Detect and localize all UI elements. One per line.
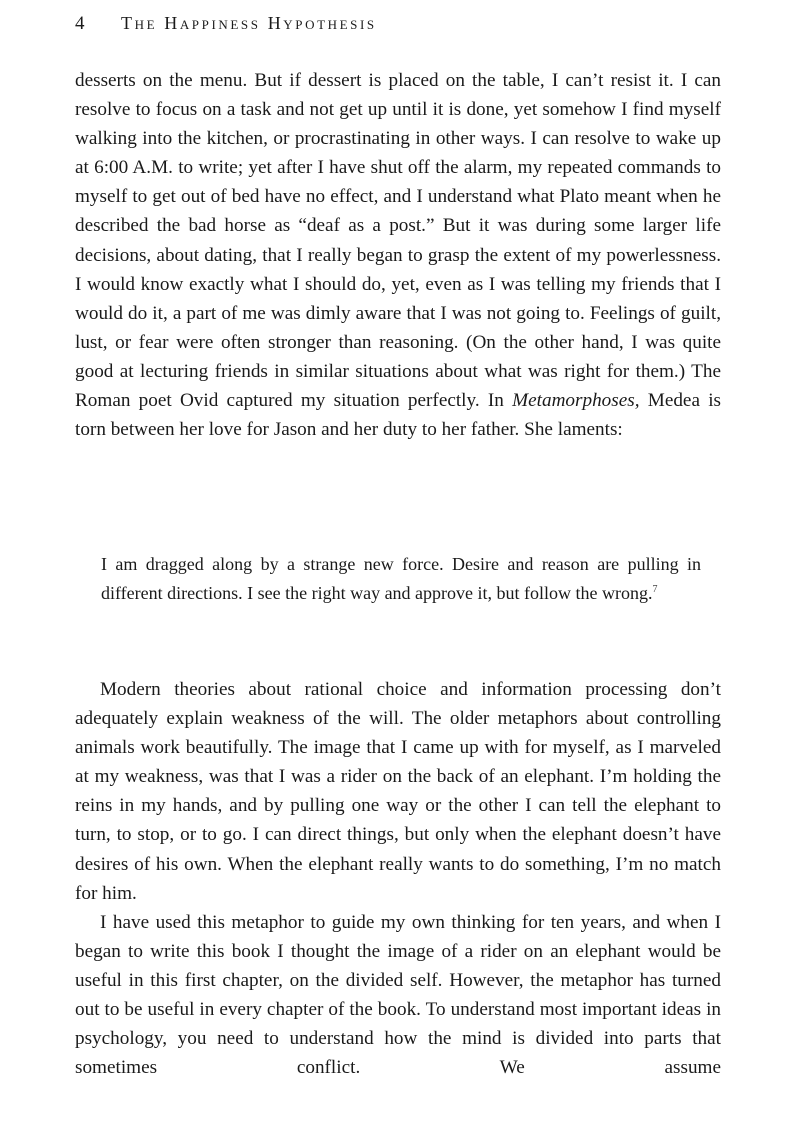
block-quote-paragraph xyxy=(101,550,701,608)
block-quote-text: I am dragged along by a strange new force. Desire and reason are pulling in different directions. I see the right way and approve it, but follow the wrong. xyxy=(101,554,701,603)
work-title-italic: Metamorphoses, xyxy=(512,390,640,412)
book-title: The Happiness Hypothesis xyxy=(121,13,377,33)
endnote-reference[interactable]: 7 xyxy=(652,584,658,595)
paragraph-3: I have used this metaphor to guide my own thinking for ten years, and when I began to write this book I thought the image of a rider on an elephant would be useful in this first chapter, on the divided self. However, the metaphor has turned out to be useful in every chapter of the book. To understand most important ideas in psychology, you need to understand how the mind is divided into parts that sometimes conflict. We assume xyxy=(75,911,721,1079)
page-number: 4 xyxy=(75,13,85,34)
paragraph-1-tail: Medea is torn between her love for Jason and her duty to her father. She laments: xyxy=(75,390,721,441)
paragraph-1-text: desserts on the menu. But if dessert is placed on the table, I can’t resist it. I can resolve to focus on a task and not get up until it is done, yet somehow I find myself walking into the kitchen, or procrastinating in other ways. I can resolve to wake up at 6:00 A.M. to write; yet after I have shut off the alarm, my repeated commands to myself to get out of bed have no effect, and I understand what Plato meant when he described the bad horse as “deaf as a post.” But it was during some larger life decisions, about dating, that I really began to grasp the extent of my powerlessness. I would know exactly what I should do, yet, even as I was telling my friends that I would do it, a part of me was dimly aware that I was not going to. Feelings of guilt, lust, or fear were often stronger than reasoning. (On the other hand, I was quite good at lecturing friends in similar situations about what was right for them.) The Roman poet Ovid captured my situation perfectly. In xyxy=(75,70,721,412)
paragraph-2: Modern theories about rational choice and information processing don’t adequately explain weakness of the will. The older metaphors about controlling animals work beautifully. The image that I came up with for myself, as I marveled at my weakness, was that I was a rider on the back of an elephant. I’m holding the reins in my hands, and by pulling one way or the other I can tell the elephant to turn, to stop, or to go. I can direct things, but only when the elephant doesn’t have desires of his own. When the elephant really wants to do something, I’m no match for him. xyxy=(75,679,721,904)
body-text-lower xyxy=(75,675,721,1082)
paragraph-1 xyxy=(75,66,721,444)
paragraph-continued xyxy=(75,66,721,444)
block-quote xyxy=(101,550,701,608)
running-head xyxy=(75,11,377,35)
